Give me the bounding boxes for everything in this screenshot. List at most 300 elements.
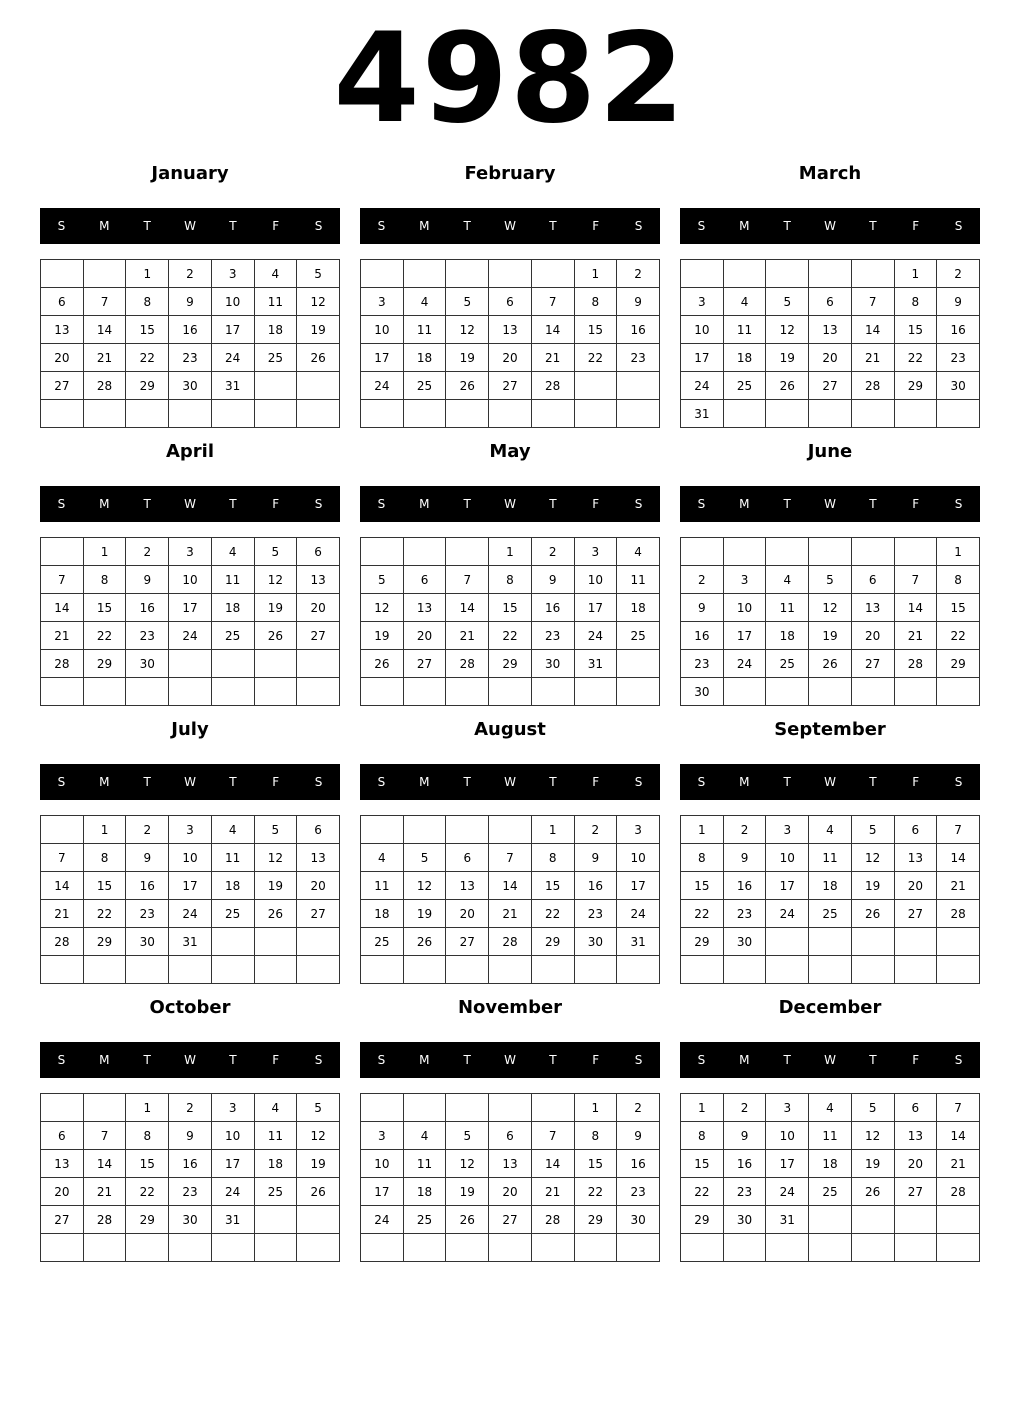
day-cell <box>211 650 254 678</box>
day-cell: 31 <box>574 650 617 678</box>
day-cell <box>851 260 894 288</box>
day-cell: 7 <box>41 566 84 594</box>
day-cell <box>211 928 254 956</box>
day-cell: 29 <box>894 372 937 400</box>
day-cell: 15 <box>681 872 724 900</box>
day-cell: 20 <box>41 1178 84 1206</box>
day-cell: 19 <box>254 872 297 900</box>
day-cell <box>83 400 126 428</box>
day-cell: 15 <box>574 1150 617 1178</box>
day-cell: 16 <box>169 1150 212 1178</box>
weekday-label: S <box>697 219 706 233</box>
day-cell: 3 <box>681 288 724 316</box>
weekday-header <box>680 486 980 522</box>
day-cell: 16 <box>126 594 169 622</box>
week-row <box>681 872 980 900</box>
day-cell: 22 <box>937 622 980 650</box>
day-cell: 30 <box>531 650 574 678</box>
day-cell: 19 <box>809 622 852 650</box>
weekday-label: M <box>739 1053 750 1067</box>
day-cell: 22 <box>126 344 169 372</box>
day-cell <box>574 1234 617 1262</box>
day-cell <box>894 678 937 706</box>
day-cell <box>361 678 404 706</box>
day-cell: 27 <box>894 900 937 928</box>
week-row <box>361 594 660 622</box>
weekday-header <box>40 764 340 800</box>
day-cell: 5 <box>809 566 852 594</box>
weekday-header <box>40 208 340 244</box>
day-grid <box>680 537 980 706</box>
day-cell: 24 <box>169 900 212 928</box>
day-cell <box>297 678 340 706</box>
day-cell: 10 <box>169 844 212 872</box>
week-row <box>41 622 340 650</box>
day-cell <box>41 956 84 984</box>
day-cell <box>766 928 809 956</box>
day-cell: 29 <box>126 372 169 400</box>
day-cell <box>403 678 446 706</box>
day-cell <box>681 260 724 288</box>
day-cell: 13 <box>894 1122 937 1150</box>
day-cell: 11 <box>723 316 766 344</box>
day-cell: 1 <box>681 816 724 844</box>
day-cell <box>361 956 404 984</box>
year-title: 4982 <box>333 7 687 151</box>
day-cell: 28 <box>41 650 84 678</box>
week-row <box>41 1178 340 1206</box>
weekday-label: T <box>143 1053 151 1067</box>
day-cell <box>41 400 84 428</box>
day-cell: 29 <box>574 1206 617 1234</box>
week-row <box>361 316 660 344</box>
day-cell: 18 <box>254 1150 297 1178</box>
day-cell: 3 <box>361 288 404 316</box>
day-cell: 9 <box>531 566 574 594</box>
day-cell: 19 <box>851 1150 894 1178</box>
day-cell: 12 <box>403 872 446 900</box>
day-cell: 8 <box>126 1122 169 1150</box>
week-row <box>41 1150 340 1178</box>
day-cell <box>169 650 212 678</box>
day-cell: 10 <box>169 566 212 594</box>
week-row <box>41 538 340 566</box>
day-cell: 21 <box>41 622 84 650</box>
day-cell <box>574 372 617 400</box>
day-cell: 24 <box>211 344 254 372</box>
day-cell: 1 <box>83 538 126 566</box>
weekday-label: M <box>99 1053 110 1067</box>
day-cell: 23 <box>617 1178 660 1206</box>
day-cell <box>403 1234 446 1262</box>
day-cell: 5 <box>297 260 340 288</box>
weekday-label: M <box>419 497 430 511</box>
day-cell: 30 <box>169 372 212 400</box>
day-cell: 21 <box>83 1178 126 1206</box>
weekday-label: T <box>463 775 471 789</box>
day-cell <box>937 400 980 428</box>
day-cell: 16 <box>617 1150 660 1178</box>
weekday-label: M <box>419 775 430 789</box>
month-name: November <box>457 997 563 1018</box>
day-cell <box>446 538 489 566</box>
day-cell: 2 <box>617 1094 660 1122</box>
day-cell: 12 <box>254 844 297 872</box>
weekday-label: S <box>697 1053 706 1067</box>
day-cell: 31 <box>617 928 660 956</box>
weekday-header <box>40 1042 340 1078</box>
day-cell: 23 <box>169 1178 212 1206</box>
day-cell: 28 <box>83 1206 126 1234</box>
day-cell: 21 <box>446 622 489 650</box>
day-grid <box>680 815 980 984</box>
day-cell <box>297 928 340 956</box>
day-cell: 9 <box>723 844 766 872</box>
day-cell: 10 <box>617 844 660 872</box>
day-cell <box>851 678 894 706</box>
day-cell: 10 <box>574 566 617 594</box>
day-cell: 10 <box>361 1150 404 1178</box>
week-row <box>681 956 980 984</box>
day-cell: 3 <box>766 816 809 844</box>
day-cell: 3 <box>211 1094 254 1122</box>
week-row <box>681 1206 980 1234</box>
weekday-label: W <box>824 775 836 789</box>
day-cell: 15 <box>937 594 980 622</box>
day-cell <box>41 816 84 844</box>
day-cell: 25 <box>617 622 660 650</box>
weekday-label: S <box>954 219 963 233</box>
day-cell <box>297 650 340 678</box>
day-cell: 5 <box>446 288 489 316</box>
day-cell: 19 <box>446 1178 489 1206</box>
weekday-label: T <box>549 775 557 789</box>
day-cell <box>254 956 297 984</box>
day-cell: 9 <box>617 1122 660 1150</box>
day-cell: 23 <box>937 344 980 372</box>
week-row <box>41 1122 340 1150</box>
week-row <box>361 956 660 984</box>
day-cell: 13 <box>851 594 894 622</box>
day-cell <box>254 650 297 678</box>
day-cell: 26 <box>446 1206 489 1234</box>
weekday-label: T <box>869 1053 877 1067</box>
week-row <box>41 316 340 344</box>
day-cell: 9 <box>574 844 617 872</box>
month-name: January <box>151 163 229 184</box>
day-cell: 21 <box>937 872 980 900</box>
day-cell: 2 <box>723 816 766 844</box>
day-cell: 5 <box>297 1094 340 1122</box>
day-cell: 16 <box>937 316 980 344</box>
weekday-label: T <box>783 219 791 233</box>
weekday-label: W <box>824 1053 836 1067</box>
week-row <box>361 816 660 844</box>
day-cell: 23 <box>169 344 212 372</box>
day-cell: 3 <box>169 816 212 844</box>
day-cell <box>617 1234 660 1262</box>
day-cell <box>809 1206 852 1234</box>
day-cell: 14 <box>41 872 84 900</box>
week-row <box>681 928 980 956</box>
day-grid <box>360 259 660 428</box>
weekday-label: S <box>954 1053 963 1067</box>
day-cell: 24 <box>766 1178 809 1206</box>
day-cell: 19 <box>446 344 489 372</box>
day-cell <box>361 1234 404 1262</box>
day-cell <box>894 400 937 428</box>
day-cell <box>723 956 766 984</box>
day-cell: 10 <box>723 594 766 622</box>
day-cell: 27 <box>41 372 84 400</box>
day-cell: 4 <box>617 538 660 566</box>
day-cell <box>254 372 297 400</box>
week-row <box>681 678 980 706</box>
day-cell: 16 <box>169 316 212 344</box>
weekday-label: T <box>463 219 471 233</box>
day-cell: 1 <box>489 538 532 566</box>
day-cell: 8 <box>489 566 532 594</box>
day-cell <box>937 1206 980 1234</box>
day-cell: 19 <box>766 344 809 372</box>
week-row <box>41 928 340 956</box>
day-cell: 11 <box>809 844 852 872</box>
week-row <box>361 288 660 316</box>
day-cell: 18 <box>723 344 766 372</box>
weekday-label: W <box>824 219 836 233</box>
weekday-label: S <box>634 775 643 789</box>
day-cell <box>446 678 489 706</box>
day-cell: 6 <box>894 816 937 844</box>
day-cell <box>489 1094 532 1122</box>
day-cell: 17 <box>211 316 254 344</box>
weekday-label: S <box>314 497 323 511</box>
day-cell: 14 <box>83 1150 126 1178</box>
day-cell: 9 <box>617 288 660 316</box>
day-cell <box>723 400 766 428</box>
weekday-label: F <box>592 497 600 511</box>
day-cell: 20 <box>297 872 340 900</box>
day-cell: 12 <box>361 594 404 622</box>
month-name: May <box>489 441 531 462</box>
day-cell: 20 <box>403 622 446 650</box>
day-cell: 16 <box>617 316 660 344</box>
day-cell <box>723 260 766 288</box>
day-cell: 1 <box>126 1094 169 1122</box>
week-row <box>361 538 660 566</box>
weekday-label: M <box>739 775 750 789</box>
day-cell <box>361 1094 404 1122</box>
day-cell <box>297 1234 340 1262</box>
day-cell: 2 <box>937 260 980 288</box>
weekday-label: S <box>57 497 66 511</box>
day-cell: 28 <box>83 372 126 400</box>
week-row <box>41 372 340 400</box>
day-cell: 22 <box>489 622 532 650</box>
month-name: December <box>778 997 882 1018</box>
weekday-label: W <box>504 497 516 511</box>
day-cell <box>297 956 340 984</box>
day-cell <box>531 1234 574 1262</box>
day-cell: 30 <box>169 1206 212 1234</box>
day-cell: 9 <box>126 566 169 594</box>
day-cell: 7 <box>83 288 126 316</box>
day-cell: 10 <box>361 316 404 344</box>
day-cell: 31 <box>169 928 212 956</box>
day-cell <box>894 538 937 566</box>
day-cell: 10 <box>211 288 254 316</box>
day-cell: 26 <box>254 622 297 650</box>
day-cell <box>809 956 852 984</box>
day-cell: 16 <box>531 594 574 622</box>
day-cell: 7 <box>489 844 532 872</box>
week-row <box>41 1094 340 1122</box>
day-cell <box>361 816 404 844</box>
week-row <box>41 260 340 288</box>
month-name: October <box>149 997 231 1018</box>
day-cell <box>894 1234 937 1262</box>
weekday-header <box>40 486 340 522</box>
day-cell: 16 <box>126 872 169 900</box>
day-cell: 3 <box>574 538 617 566</box>
day-cell: 9 <box>681 594 724 622</box>
day-cell: 15 <box>681 1150 724 1178</box>
day-cell: 24 <box>211 1178 254 1206</box>
week-row <box>361 1206 660 1234</box>
day-cell <box>809 928 852 956</box>
day-cell: 19 <box>361 622 404 650</box>
day-cell: 18 <box>361 900 404 928</box>
week-row <box>41 400 340 428</box>
weekday-label: S <box>697 775 706 789</box>
day-cell: 12 <box>297 1122 340 1150</box>
week-row <box>41 872 340 900</box>
day-cell: 12 <box>297 288 340 316</box>
day-cell <box>446 1094 489 1122</box>
day-cell: 18 <box>809 1150 852 1178</box>
day-cell: 17 <box>617 872 660 900</box>
week-row <box>681 372 980 400</box>
day-cell: 16 <box>681 622 724 650</box>
day-cell: 30 <box>574 928 617 956</box>
day-cell: 21 <box>531 1178 574 1206</box>
day-cell: 28 <box>446 650 489 678</box>
week-row <box>361 622 660 650</box>
day-cell <box>83 1234 126 1262</box>
weekday-label: S <box>57 775 66 789</box>
day-cell: 21 <box>894 622 937 650</box>
day-cell: 23 <box>574 900 617 928</box>
day-cell: 29 <box>937 650 980 678</box>
day-cell: 2 <box>681 566 724 594</box>
day-cell: 8 <box>894 288 937 316</box>
day-cell: 25 <box>809 900 852 928</box>
week-row <box>681 288 980 316</box>
day-cell: 26 <box>361 650 404 678</box>
weekday-label: T <box>783 1053 791 1067</box>
day-cell: 9 <box>937 288 980 316</box>
weekday-label: F <box>272 219 280 233</box>
week-row <box>361 344 660 372</box>
day-cell: 8 <box>574 288 617 316</box>
weekday-label: T <box>229 1053 237 1067</box>
day-cell: 15 <box>83 594 126 622</box>
day-cell: 20 <box>446 900 489 928</box>
day-cell <box>766 678 809 706</box>
day-cell <box>169 956 212 984</box>
day-cell <box>83 1094 126 1122</box>
day-cell <box>894 928 937 956</box>
day-cell <box>297 1206 340 1234</box>
day-cell: 11 <box>361 872 404 900</box>
day-cell: 23 <box>723 900 766 928</box>
day-cell: 25 <box>723 372 766 400</box>
day-cell: 16 <box>723 1150 766 1178</box>
day-cell <box>489 1234 532 1262</box>
day-cell: 6 <box>851 566 894 594</box>
day-cell: 19 <box>254 594 297 622</box>
day-cell <box>211 400 254 428</box>
day-cell: 8 <box>681 844 724 872</box>
day-cell <box>83 678 126 706</box>
weekday-header <box>680 764 980 800</box>
weekday-label: T <box>463 1053 471 1067</box>
day-cell: 14 <box>851 316 894 344</box>
day-cell: 22 <box>531 900 574 928</box>
day-cell: 24 <box>766 900 809 928</box>
weekday-label: T <box>229 775 237 789</box>
day-cell <box>211 956 254 984</box>
day-cell <box>41 538 84 566</box>
weekday-label: F <box>912 1053 920 1067</box>
day-grid <box>680 259 980 428</box>
day-cell <box>489 400 532 428</box>
day-cell: 23 <box>617 344 660 372</box>
day-cell <box>297 400 340 428</box>
weekday-label: M <box>99 497 110 511</box>
day-cell: 4 <box>211 538 254 566</box>
day-cell: 13 <box>403 594 446 622</box>
week-row <box>681 538 980 566</box>
weekday-header <box>360 1042 660 1078</box>
day-cell: 24 <box>361 1206 404 1234</box>
week-row <box>681 566 980 594</box>
day-cell: 26 <box>446 372 489 400</box>
week-row <box>681 622 980 650</box>
day-cell <box>169 1234 212 1262</box>
week-row <box>681 900 980 928</box>
day-cell <box>446 260 489 288</box>
day-cell: 22 <box>574 1178 617 1206</box>
day-cell: 23 <box>681 650 724 678</box>
day-cell: 27 <box>489 1206 532 1234</box>
day-cell: 2 <box>169 1094 212 1122</box>
weekday-label: F <box>592 219 600 233</box>
weekday-label: T <box>143 775 151 789</box>
day-cell: 3 <box>211 260 254 288</box>
day-cell: 10 <box>211 1122 254 1150</box>
day-cell <box>851 538 894 566</box>
day-cell: 11 <box>809 1122 852 1150</box>
day-cell: 11 <box>254 1122 297 1150</box>
day-cell: 29 <box>83 650 126 678</box>
day-cell: 17 <box>169 594 212 622</box>
weekday-label: S <box>954 497 963 511</box>
day-cell: 18 <box>766 622 809 650</box>
day-cell: 27 <box>446 928 489 956</box>
day-cell: 8 <box>937 566 980 594</box>
week-row <box>681 1178 980 1206</box>
